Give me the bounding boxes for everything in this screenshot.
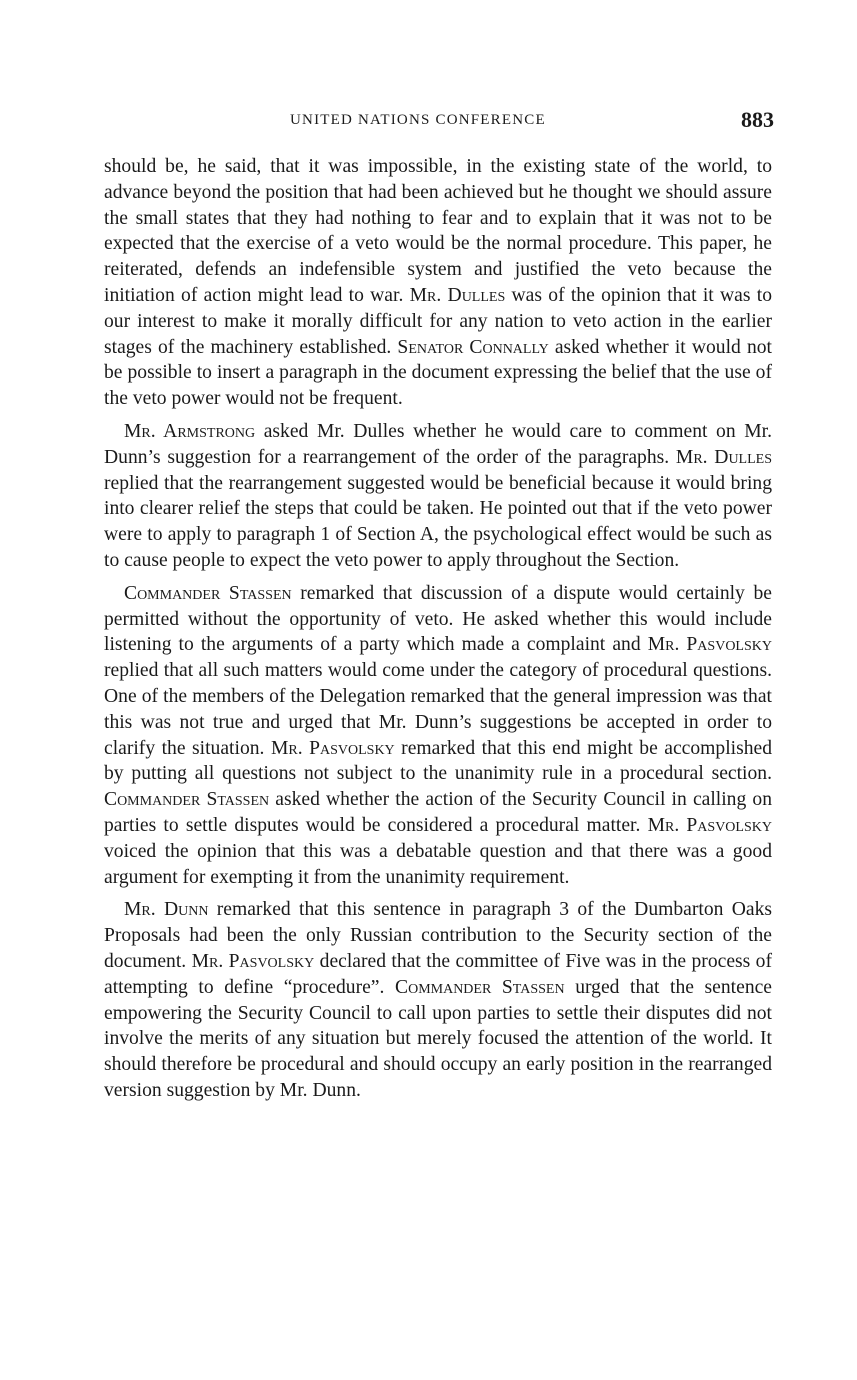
speaker-name: Mr. Dulles: [409, 284, 506, 306]
paragraph-text: asked whether the action of the Security Council in calling on parties to settle disputes would be considered a procedural matter.: [104, 789, 772, 836]
paragraph-text: remarked that discussion of a dispute would certainly be permitted without the opportunity of veto. He asked whether this would include listening to the arguments of a party which made a complaint and: [104, 582, 772, 656]
paragraph-2: [104, 419, 772, 574]
page-number: 883: [741, 107, 774, 132]
paragraph-text: declared that the committee of Five was in the process of attempting to define “procedure”.: [104, 950, 773, 998]
speaker-name: Mr. Dunn: [124, 899, 209, 921]
paragraph-text: voiced the opinion that this was a debatable question and that there was a good argument for exempting it from the unanimity requirement.: [104, 840, 772, 888]
speaker-name: Mr. Armstrong: [124, 420, 256, 442]
paragraph-text: was of the opinion that it was to our interest to make it morally difficult for any nation to veto action in the earlier stages of the machinery established.: [104, 284, 772, 358]
paragraph-text: replied that all such matters would come under the category of procedural questions. One of the members of the Delegation remarked that the general impression was that this was not true and urged that Mr. Dunn’s suggestions be accepted in order to clarify the situation.: [104, 660, 772, 759]
paragraph-text: replied that the rearrangement suggested would be beneficial because it would bring into clearer relief the steps that could be taken. He pointed out that if the veto power were to apply to paragraph 1 of Section A, the psychological effect would be such as to cause people to expect the veto power to apply throughout the Section.: [104, 472, 772, 571]
speaker-name: Commander Stassen: [395, 976, 565, 998]
paragraph-text: asked Mr. Dulles whether he would care to comment on Mr. Dunn’s suggestion for a rearrangement of the order of the paragraphs.: [104, 420, 772, 468]
body-text: [104, 154, 772, 1104]
paragraph-1: [104, 154, 772, 412]
speaker-name: Commander Stassen: [104, 789, 270, 811]
speaker-name: Commander Stassen: [124, 582, 292, 604]
speaker-name: Mr. Pasvolsky: [647, 634, 772, 656]
paragraph-4: [104, 897, 772, 1103]
paragraph-text: remarked that this end might be accomplished by putting all questions not subject to the unanimity rule in a procedural section.: [104, 737, 773, 785]
document-page: [104, 104, 772, 1111]
speaker-name: Mr. Pasvolsky: [270, 737, 395, 759]
paragraph-text: urged that the sentence empowering the Security Council to call upon parties to settle their disputes did not involve the merits of any situation but merely focused the attention of the world. It should therefore be procedural and should occupy an early position in the rearranged version suggestion by Mr. Dunn.: [104, 976, 773, 1101]
paragraph-text: remarked that this sentence in paragraph 3 of the Dumbarton Oaks Proposals had been the only Russian contribution to the Security section of the document.: [104, 899, 772, 972]
speaker-name: Mr. Pasvolsky: [647, 814, 772, 836]
running-head: [104, 104, 772, 138]
paragraph-text: asked whether it would not be possible to insert a paragraph in the document expressing the belief that the use of the veto power would not be frequent.: [104, 336, 772, 410]
speaker-name: Mr. Dulles: [675, 446, 773, 468]
paragraph-text: should be, he said, that it was impossible, in the existing state of the world, to advance beyond the position that had been achieved but he thought we should assure the small states that they had nothing to fear and to explain that it was not to be expected that the exercise of a veto would be the normal procedure. This paper, he reiterated, defends an indefensible system and justified the veto because the initiation of action might lead to war.: [104, 156, 772, 306]
paragraph-3: [104, 581, 772, 891]
running-head-title: UNITED NATIONS CONFERENCE: [290, 112, 546, 128]
speaker-name: Mr. Pasvolsky: [191, 950, 315, 972]
speaker-name: Senator Connally: [397, 336, 549, 358]
